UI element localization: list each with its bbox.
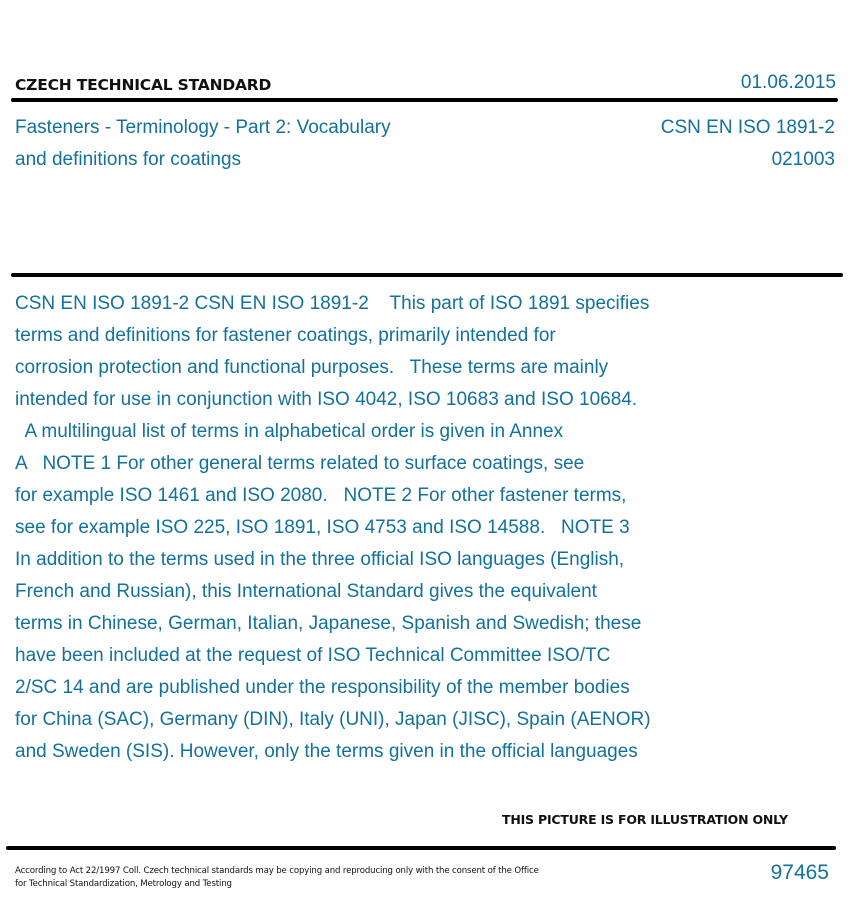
legal-notice	[15, 865, 539, 890]
legal-notice-line: for Technical Standardization, Metrology and Testing	[15, 878, 232, 889]
abstract-line: French and Russian), this International Standard gives the equivalent	[15, 581, 597, 602]
abstract-line: CSN EN ISO 1891-2 CSN EN ISO 1891-2 This part of ISO 1891 specifies	[15, 293, 650, 314]
abstract-line: corrosion protection and functional purposes. These terms are mainly	[15, 357, 609, 378]
document-title-line-2: and definitions for coatings	[15, 149, 242, 170]
abstract-line: have been included at the request of ISO Technical Committee ISO/TC	[15, 645, 611, 666]
abstract-line: In addition to the terms used in the three official ISO languages (English,	[15, 549, 625, 570]
class-number: 021003	[771, 149, 835, 170]
abstract-line: intended for use in conjunction with ISO 4042, ISO 10683 and ISO 10684.	[15, 389, 638, 410]
publication-date: 01.06.2015	[740, 72, 836, 93]
standard-code: CSN EN ISO 1891-2	[660, 117, 835, 138]
abstract-line: 2/SC 14 and are published under the responsibility of the member bodies	[15, 677, 630, 698]
abstract-line: terms and definitions for fastener coatings, primarily intended for	[15, 325, 556, 346]
illustration-disclaimer: THIS PICTURE IS FOR ILLUSTRATION ONLY	[502, 812, 788, 827]
catalog-number: 97465	[770, 861, 829, 884]
abstract-text	[15, 288, 651, 768]
abstract-line: A multilingual list of terms in alphabetical order is given in Annex	[15, 421, 564, 442]
title-divider	[11, 273, 843, 277]
abstract-line: terms in Chinese, German, Italian, Japanese, Spanish and Swedish; these	[15, 613, 642, 634]
abstract-line: for China (SAC), Germany (DIN), Italy (UNI), Japan (JISC), Spain (AENOR)	[15, 709, 651, 730]
header-divider	[11, 98, 838, 102]
document-title-line-1: Fasteners - Terminology - Part 2: Vocabulary	[15, 117, 391, 138]
footer-divider	[6, 846, 836, 850]
abstract-line: see for example ISO 225, ISO 1891, ISO 4753 and ISO 14588. NOTE 3	[15, 517, 630, 538]
legal-notice-line: According to Act 22/1997 Coll. Czech technical standards may be copying and reproducing only with the consent of the Office	[15, 866, 539, 876]
document-type-label: CZECH TECHNICAL STANDARD	[15, 76, 272, 94]
abstract-line: A NOTE 1 For other general terms related to surface coatings, see	[15, 453, 585, 474]
abstract-line: for example ISO 1461 and ISO 2080. NOTE 2 For other fastener terms,	[15, 485, 627, 506]
abstract-line: and Sweden (SIS). However, only the terms given in the official languages	[15, 741, 638, 762]
